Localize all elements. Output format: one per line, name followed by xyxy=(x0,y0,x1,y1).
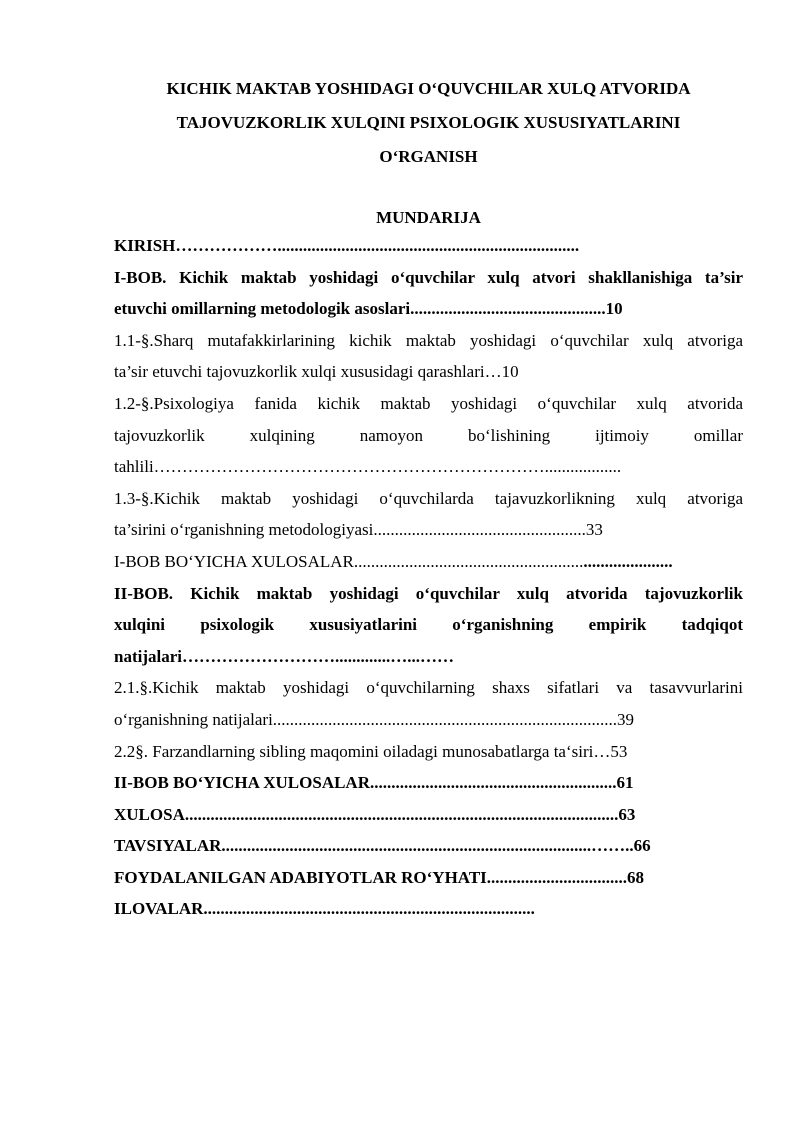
toc-entry-1-2-line-2: tajovuzkorlik xulqining namoyon bo‘lishining ijtimoiy omillar xyxy=(114,425,743,445)
title-line-1: KICHIK MAKTAB YOSHIDAGI O‘QUVCHILAR XULQ ATVORIDA xyxy=(166,79,691,98)
toc-entry-1-3-line-1: 1.3-§.Kichik maktab yoshidagi o‘quvchilarda tajavuzkorlikning xulq atvoriga xyxy=(114,488,743,508)
toc-entry-1-2-line-1: 1.2-§.Psixologiya fanida kichik maktab yoshidagi o‘quvchilar xulq atvorida xyxy=(114,393,743,413)
toc-entry-bob2-line-2: xulqini psixologik xususiyatlarini o‘rganishning empirik tadqiqot xyxy=(114,615,743,635)
toc-entry-bob2-xulosa: II-BOB BO‘YICHA XULOSALAR..........................................................61 xyxy=(114,773,634,793)
toc-entry-1-3-line-2: ta’sirini o‘rganishning metodologiyasi..................................................33 xyxy=(114,520,603,540)
toc-entry-bob1-line-2: etuvchi omillarning metodologik asoslari..............................................10 xyxy=(114,299,623,319)
table-of-contents xyxy=(114,230,743,925)
toc-entry-xulosa: XULOSA......................................................................................................63 xyxy=(114,804,636,824)
toc-entry-adabiyotlar: FOYDALANILGAN ADABIYOTLAR RO‘YHATI.................................68 xyxy=(114,867,645,887)
toc-entry-bob2-line-1: II-BOB. Kichik maktab yoshidagi o‘quvchilar xulq atvorida tajovuzkorlik xyxy=(114,583,743,603)
toc-entry-bob1-line-1: I-BOB. Kichik maktab yoshidagi o‘quvchilar xulq atvori shakllanishiga ta’sir xyxy=(114,267,743,287)
toc-entry-ilovalar: ILOVALAR.............................................................................. xyxy=(114,899,535,919)
toc-entry-2-1-line-1: 2.1.§.Kichik maktab yoshidagi o‘quvchilarning shaxs sifatlari va tasavvurlarini xyxy=(114,678,743,698)
toc-entry-bob2-line-3: natijalari……………………….............…...…… xyxy=(114,646,454,666)
title-line-3: O‘RGANISH xyxy=(379,147,478,166)
toc-entry-bob1-xulosa xyxy=(114,546,743,578)
toc-entry-kirish: KIRISH………………....................................................................... xyxy=(114,236,580,255)
toc-entry-tavsiyalar: TAVSIYALAR.......................................................................................……..66 xyxy=(114,836,651,856)
toc-entry-1-2-line-3: tahlili…………………………………………………………….................. xyxy=(114,457,622,477)
toc-entry-1-1-line-1: 1.1-§.Sharq mutafakkirlarining kichik maktab yoshidagi o‘quvchilar xulq atvoriga xyxy=(114,330,743,350)
toc-entry-bob1-xulosa-text: I-BOB BO‘YICHA XULOSALAR...................................................... xyxy=(114,551,584,571)
contents-heading: MUNDARIJA xyxy=(376,208,481,227)
document-title xyxy=(114,72,743,174)
title-line-2: TAJOVUZKORLIK XULQINI PSIXOLOGIK XUSUSIYATLARINI xyxy=(176,113,681,132)
toc-entry-1-1-line-2: ta’sir etuvchi tajovuzkorlik xulqi xususidagi qarashlari…10 xyxy=(114,362,519,382)
toc-entry-2-1-line-2: o‘rganishning natijalari.................................................................................39 xyxy=(114,709,635,729)
toc-entry-2-2: 2.2§. Farzandlarning sibling maqomini oiladagi munosabatlarga ta‘siri…53 xyxy=(114,741,628,761)
toc-entry-bob1-xulosa-dots: ..................... xyxy=(583,551,673,571)
